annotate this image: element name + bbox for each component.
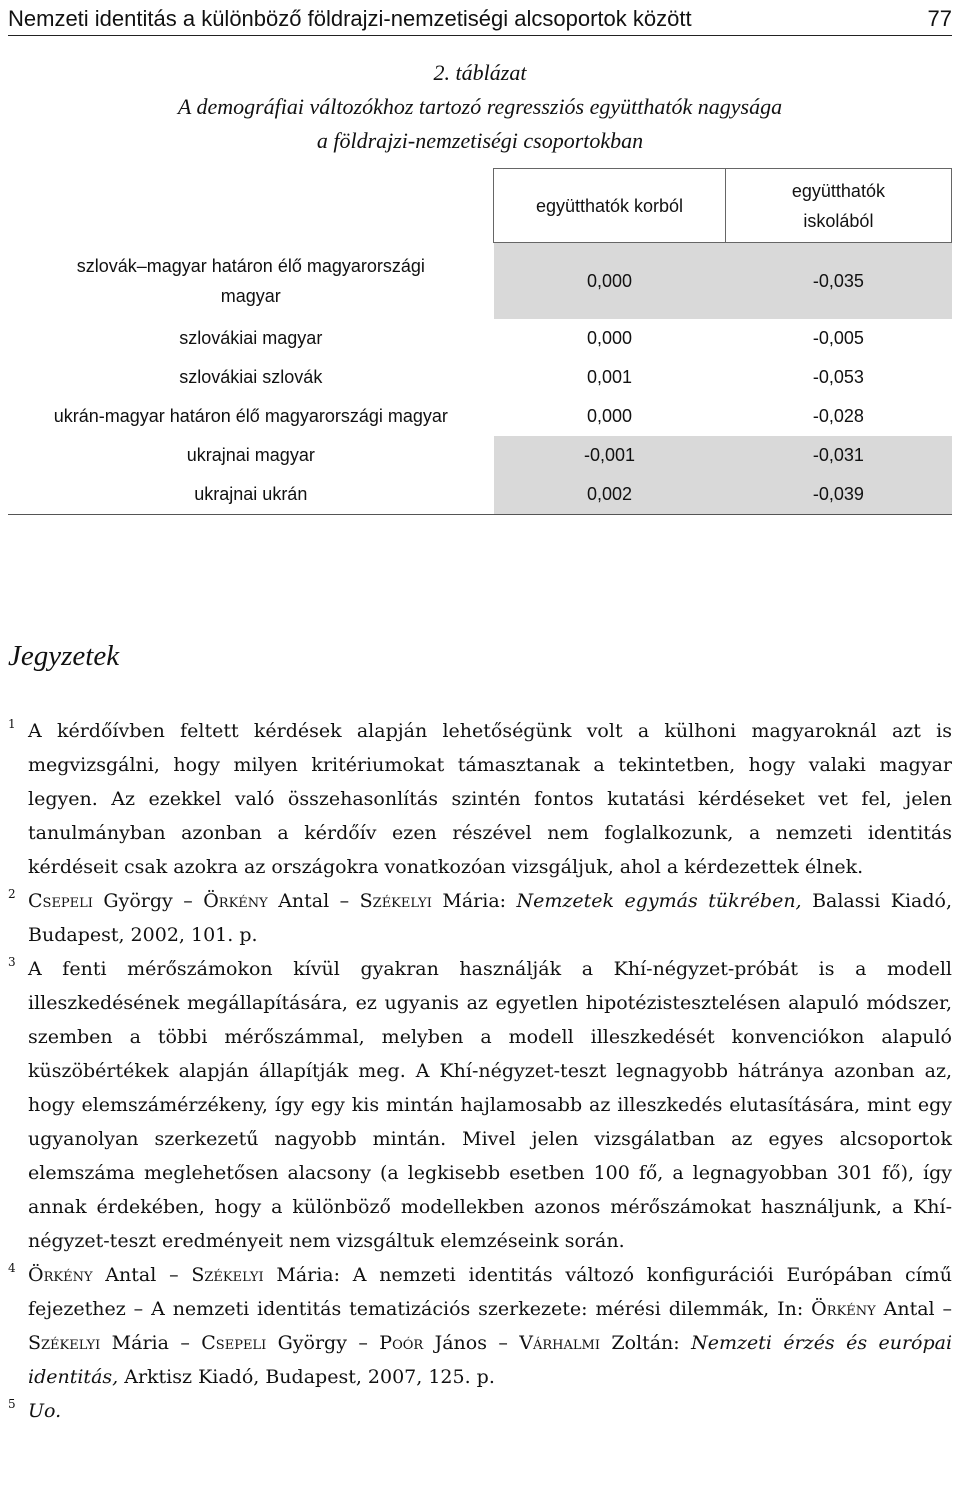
table-row bbox=[8, 358, 952, 397]
cell-school: -0,031 bbox=[725, 436, 951, 475]
table-row bbox=[8, 436, 952, 475]
col-header-school: együtthatók iskolából bbox=[725, 169, 951, 243]
table-caption bbox=[0, 56, 960, 158]
table-title-line1: A demográfiai változókhoz tartozó regressziós együtthatók nagysága bbox=[177, 94, 783, 119]
notes-heading: Jegyzetek bbox=[8, 640, 120, 672]
cell-age: 0,000 bbox=[586, 328, 633, 348]
cell-school: -0,035 bbox=[725, 243, 951, 320]
running-head-title: Nemzeti identitás a különböző földrajzi-nemzetiségi alcsoportok között bbox=[8, 6, 692, 31]
row-label: ukrán-magyar határon élő magyarországi magyar bbox=[53, 406, 448, 426]
table-label: 2. táblázat bbox=[433, 60, 527, 85]
footnote-5 bbox=[8, 1394, 952, 1428]
cell-age: 0,001 bbox=[586, 367, 633, 387]
cell-age: -0,001 bbox=[494, 436, 726, 475]
table-title-line2: a földrajzi-nemzetiségi csoportokban bbox=[316, 128, 644, 153]
cell-age: 0,000 bbox=[586, 406, 633, 426]
footnote-number: 3 bbox=[8, 955, 16, 969]
row-label: szlovákiai magyar bbox=[179, 328, 323, 348]
col-header-age: együtthatók korból bbox=[494, 169, 726, 243]
row-label: ukrajnai magyar bbox=[186, 445, 315, 465]
row-label: ukrajnai ukrán bbox=[194, 484, 308, 504]
footnote-4 bbox=[8, 1258, 952, 1394]
cell-school: -0,028 bbox=[812, 406, 864, 426]
footnote-text: A fenti mérőszámokon kívül gyakran használják a Khí-négyzet-próbát is a modell illeszkedésének megállapítására, ez ugyanis az egyetlen hipotézistesztelésen alapuló módszer, szemben a többi mérőszámmal, melyben a modell illeszkedését konvenciókon alapuló küszöbértékek alapján állapítják meg. A Khí-négyzet-teszt legnagyobb hátránya azonban az, hogy elemszámérzékeny, így egy kis mintán hajlamosabb az illeszkedés elutasítására, mint egy ugyanolyan szerkezetű nagyobb mintán. Mivel jelen vizsgálatban az egyes alcsoportok elemszáma meglehetősen alacsony (a legkisebb esetben 100 fő, a legnagyobban 301 fő), így annak érdekében, hogy a különböző modellekben azonos mérőszámokat használjunk, a Khí-négyzet-teszt eredményeit nem vizsgáltuk elemzéseink során. bbox=[28, 958, 952, 1252]
footnote-text: Csepeli György – Örkény Antal – Székelyi Mária: Nemzetek egymás tükrében, Balassi Kiadó, Budapest, 2002, 101. p. bbox=[28, 890, 953, 946]
cell-age: 0,002 bbox=[494, 475, 726, 515]
footnote-text: Örkény Antal – Székelyi Mária: A nemzeti identitás változó konfigurációi Európában című fejezethez – A nemzeti identitás tematizációs szerkezete: mérési dilemmák, In: Örkény Antal – Székelyi Mária – Csepeli György – Poór János – Várhalmi Zoltán: Nemzeti érzés és európai identitás, Arktisz Kiadó, Budapest, 2007, 125. p. bbox=[28, 1264, 953, 1388]
cell-age: 0,000 bbox=[494, 243, 726, 320]
table-row bbox=[8, 319, 952, 358]
cell-school: -0,053 bbox=[812, 367, 864, 387]
table-header-row bbox=[8, 169, 952, 243]
footnote-text: Uo. bbox=[28, 1400, 62, 1422]
footnote-1 bbox=[8, 714, 952, 884]
table-row bbox=[8, 475, 952, 515]
footnote-3 bbox=[8, 952, 952, 1258]
cell-school: -0,039 bbox=[725, 475, 951, 515]
page-number: 77 bbox=[927, 6, 952, 31]
footnote-number: 5 bbox=[8, 1397, 16, 1411]
row-label: szlovák–magyar határon élő magyarországi magyar bbox=[76, 255, 425, 306]
notes-list bbox=[8, 714, 952, 1428]
footnote-2 bbox=[8, 884, 952, 952]
regression-table bbox=[8, 168, 952, 515]
footnote-number: 4 bbox=[8, 1261, 16, 1275]
header-empty-cell bbox=[8, 169, 494, 243]
table-row bbox=[8, 243, 952, 320]
running-head bbox=[8, 0, 952, 36]
table-row bbox=[8, 397, 952, 436]
footnote-number: 2 bbox=[8, 887, 16, 901]
cell-school: -0,005 bbox=[812, 328, 864, 348]
footnote-number: 1 bbox=[8, 717, 16, 731]
row-label: szlovákiai szlovák bbox=[179, 367, 323, 387]
footnote-text: A kérdőívben feltett kérdések alapján lehetőségünk volt a külhoni magyaroknál azt is megvizsgálni, hogy milyen kritériumokat támasztanak a tekintetben, hogy valaki magyar legyen. Az ezekkel való összehasonlítás szintén fontos kutatási kérdéseket vet fel, jelen tanulmányban azonban a kérdőív ezen részével nem foglalkozunk, a nemzeti identitás kérdéseit csak azokra az országokra vonatkozóan vizsgáljuk, ahol a kérdezettek élnek. bbox=[28, 720, 952, 878]
